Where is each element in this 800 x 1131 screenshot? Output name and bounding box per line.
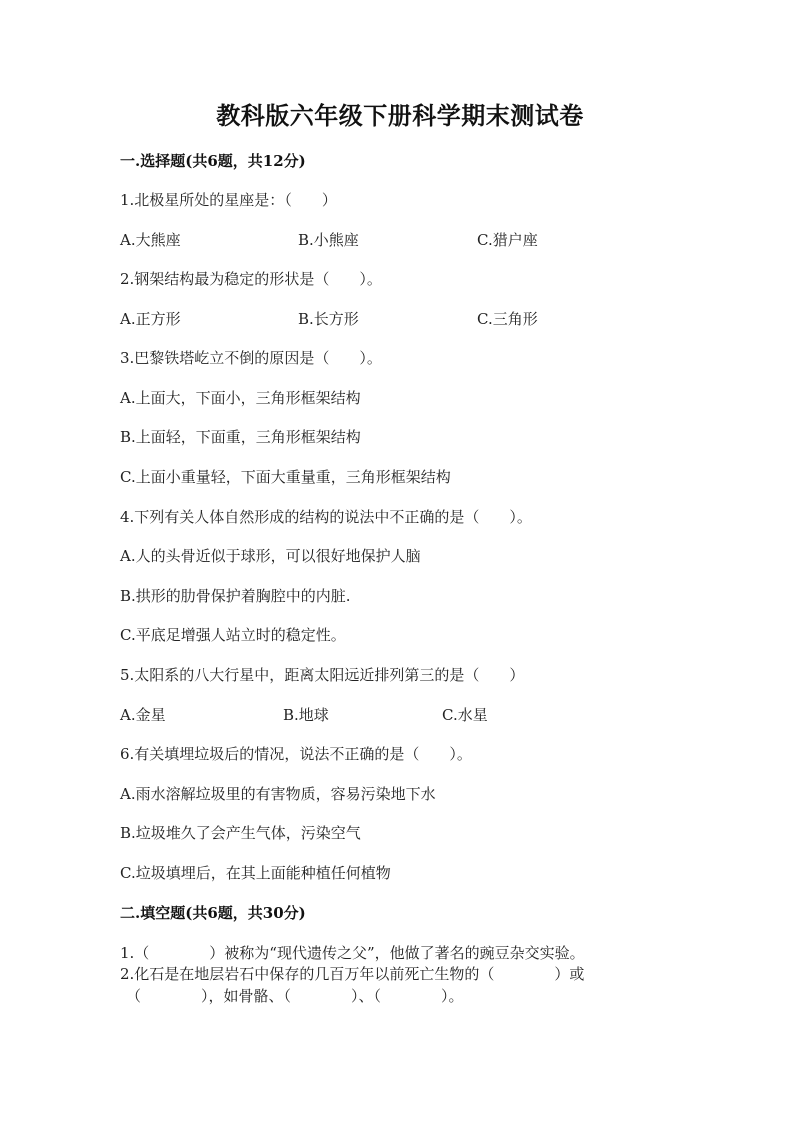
q2-option-c: C.三角形 <box>477 310 538 328</box>
q6-option-a: A.雨水溶解垃圾里的有害物质，容易污染地下水 <box>120 785 436 803</box>
question-3: 3.巴黎铁塔屹立不倒的原因是（ ）。 <box>120 349 382 367</box>
q6-option-b: B.垃圾堆久了会产生气体，污染空气 <box>120 824 361 842</box>
fill-in-question-2: 2.化石是在地层岩石中保存的几百万年以前死亡生物的（ ）或 <box>120 965 585 983</box>
section-heading-choice: 一.选择题(共6题，共12分) <box>120 152 306 170</box>
q1-option-c: C.猎户座 <box>477 231 538 249</box>
q3-option-a: A.上面大，下面小，三角形框架结构 <box>120 389 361 407</box>
q5-option-c: C.水星 <box>442 706 488 724</box>
fill-in-question-2-continued: （ ），如骨骼、（ ）、（ ）。 <box>126 987 464 1005</box>
q5-option-a: A.金星 <box>120 706 166 724</box>
question-2: 2.钢架结构最为稳定的形状是（ ）。 <box>120 270 382 288</box>
question-1: 1.北极星所处的星座是：（ ） <box>120 191 337 209</box>
q3-option-c: C.上面小重量轻，下面大重量重，三角形框架结构 <box>120 468 451 486</box>
page-title: 教科版六年级下册科学期末测试卷 <box>216 101 584 130</box>
question-4: 4.下列有关人体自然形成的结构的说法中不正确的是（ ）。 <box>120 508 532 526</box>
q3-option-b: B.上面轻，下面重，三角形框架结构 <box>120 428 361 446</box>
q1-option-b: B.小熊座 <box>298 231 359 249</box>
q2-option-b: B.长方形 <box>298 310 359 328</box>
q6-option-c: C.垃圾填埋后，在其上面能种植任何植物 <box>120 864 391 882</box>
section-heading-fill-in: 二.填空题(共6题，共30分) <box>120 904 306 922</box>
question-6: 6.有关填埋垃圾后的情况，说法不正确的是（ ）。 <box>120 745 472 763</box>
q4-option-b: B.拱形的肋骨保护着胸腔中的内脏. <box>120 587 351 605</box>
q1-option-a: A.大熊座 <box>120 231 181 249</box>
fill-in-question-1: 1.（ ）被称为“现代遗传之父”，他做了著名的豌豆杂交实验。 <box>120 944 585 962</box>
question-5: 5.太阳系的八大行星中，距离太阳远近排列第三的是（ ） <box>120 666 525 684</box>
q4-option-c: C.平底足增强人站立时的稳定性。 <box>120 626 346 644</box>
q2-option-a: A.正方形 <box>120 310 181 328</box>
q5-option-b: B.地球 <box>283 706 329 724</box>
q4-option-a: A.人的头骨近似于球形，可以很好地保护人脑 <box>120 547 421 565</box>
